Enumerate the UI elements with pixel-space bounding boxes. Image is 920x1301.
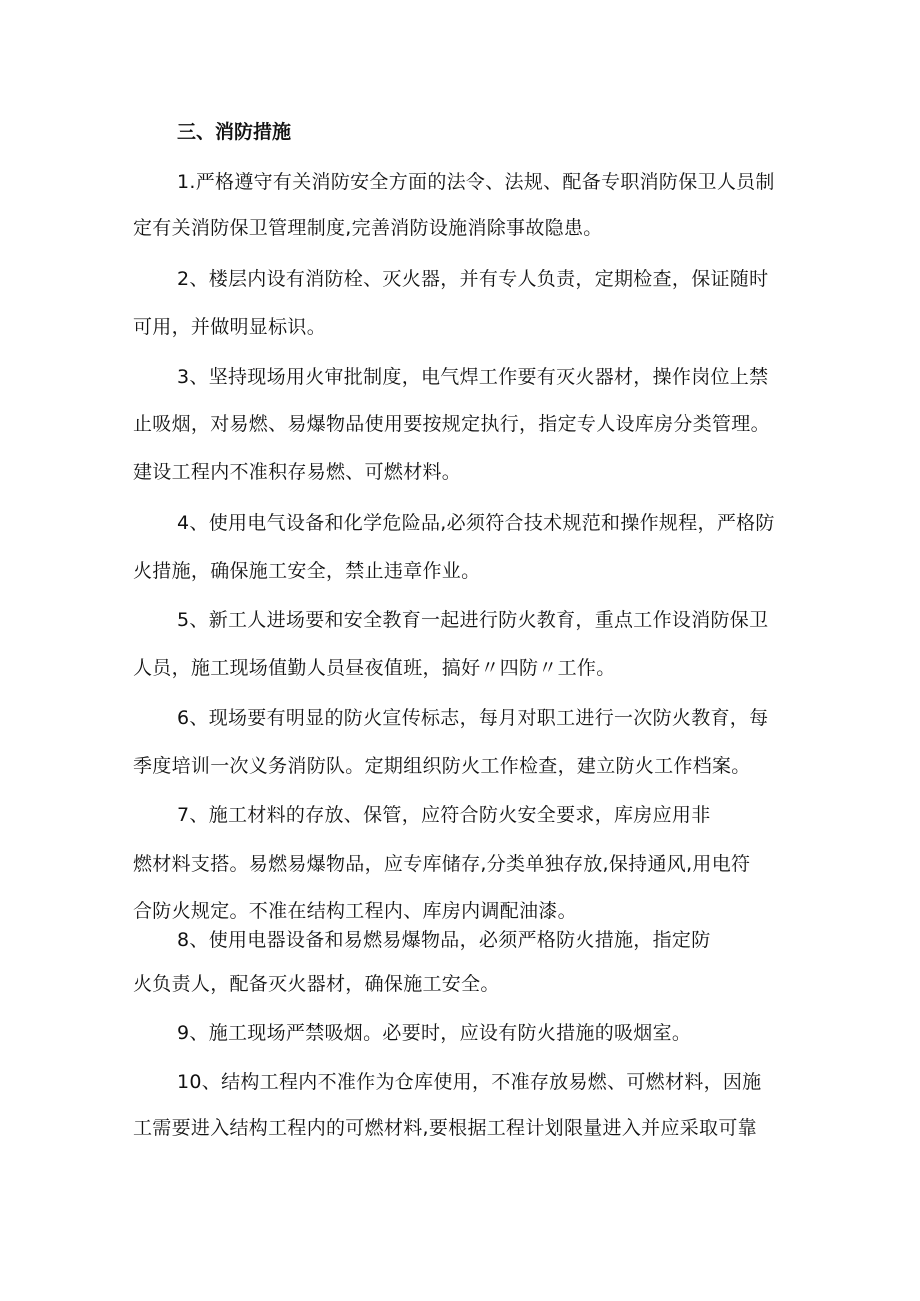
section-heading: 三、消防措施 (177, 121, 292, 143)
paragraph-line: 8、使用电器设备和易燃易爆物品，必须严格防火措施，指定防 (177, 929, 711, 951)
paragraph-line: 10、结构工程内不准作为仓库使用，不准存放易燃、可燃材料，因施 (177, 1071, 762, 1093)
paragraph-line: 3、坚持现场用火审批制度，电气焊工作要有灭火器材，操作岗位上禁 (177, 366, 769, 388)
paragraph-line: 燃材料支搭。易燃易爆物品，应专库储存,分类单独存放,保持通风,用电符 (133, 853, 751, 875)
paragraph-line: 止吸烟，对易燃、易爆物品使用要按规定执行，指定专人设库房分类管理。 (133, 413, 770, 435)
paragraph-line: 火负责人，配备灭火器材，确保施工安全。 (133, 973, 500, 995)
paragraph-line: 合防火规定。不准在结构工程内、库房内调配油漆。 (133, 900, 577, 922)
paragraph-line: 5、新工人进场要和安全教育一起进行防火教育，重点工作设消防保卫 (177, 609, 769, 631)
paragraph-line: 人员，施工现场值勤人员昼夜值班，搞好〃四防〃工作。 (133, 657, 616, 679)
paragraph-line: 1.严格遵守有关消防安全方面的法令、法规、配备专职消防保卫人员制 (177, 171, 775, 193)
paragraph-line: 2、楼层内设有消防栓、灭火器，并有专人负责，定期检查，保证随时 (177, 268, 769, 290)
paragraph-line: 可用，并做明显标识。 (133, 316, 327, 338)
paragraph-line: 季度培训一次义务消防队。定期组织防火工作检查，建立防火工作档案。 (133, 755, 751, 777)
paragraph-line: 定有关消防保卫管理制度,完善消防设施消除事故隐患。 (133, 217, 603, 239)
paragraph-line: 9、施工现场严禁吸烟。必要时，应设有防火措施的吸烟室。 (177, 1022, 692, 1044)
paragraph-line: 6、现场要有明显的防火宣传标志，每月对职工进行一次防火教育，每 (177, 707, 769, 729)
paragraph-line: 工需要进入结构工程内的可燃材料,要根据工程计划限量进入并应采取可靠 (133, 1117, 757, 1139)
paragraph-line: 火措施，确保施工安全，禁止违章作业。 (133, 560, 481, 582)
paragraph-line: 7、施工材料的存放、保管，应符合防火安全要求，库房应用非 (177, 804, 711, 826)
paragraph-line: 建设工程内不准积存易燃、可燃材料。 (133, 461, 462, 483)
paragraph-line: 4、使用电气设备和化学危险品,必须符合技术规范和操作规程，严格防 (177, 512, 775, 534)
